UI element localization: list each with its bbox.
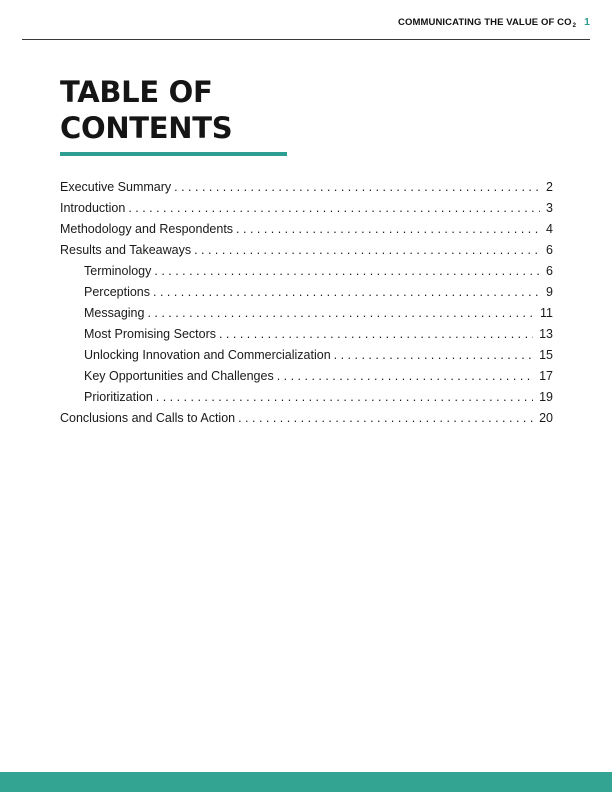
toc-dot-leader: [174, 180, 540, 194]
toc-entry-page: 11: [540, 306, 553, 320]
toc-entry-page: 19: [539, 390, 553, 404]
toc-entry-messaging[interactable]: [60, 306, 553, 327]
toc-entry-page: 15: [539, 348, 553, 362]
toc-entry-unlocking-innovation[interactable]: [60, 348, 553, 369]
toc-dot-leader: [236, 222, 540, 236]
toc-entry-page: 3: [546, 201, 553, 215]
toc-entry-label: Executive Summary: [60, 180, 172, 194]
running-header-title-main: COMMUNICATING THE VALUE OF CO: [398, 17, 572, 28]
toc-entry-page: 9: [546, 285, 553, 299]
toc-entry-executive-summary[interactable]: [60, 180, 553, 201]
toc-entry-page: 20: [539, 411, 553, 425]
toc-entry-label: Messaging: [84, 306, 145, 320]
footer-bar: [0, 772, 612, 792]
toc-entry-label: Methodology and Respondents: [60, 222, 234, 236]
page-title: [60, 74, 232, 146]
page-title-line-2: CONTENTS: [60, 111, 233, 145]
toc-entry-label: Terminology: [84, 264, 152, 278]
toc-dot-leader: [154, 264, 540, 278]
toc-entry-label: Introduction: [60, 201, 126, 215]
page-number: 1: [584, 16, 590, 28]
toc-dot-leader: [156, 390, 533, 404]
toc-entry-perceptions[interactable]: [60, 285, 553, 306]
toc-entry-page: 6: [546, 264, 553, 278]
running-header-title: [398, 17, 576, 28]
running-header: [22, 0, 590, 40]
toc-entry-prioritization[interactable]: [60, 390, 553, 411]
toc-dot-leader: [238, 411, 533, 425]
toc-dot-leader: [277, 369, 533, 383]
toc-entry-page: 2: [546, 180, 553, 194]
toc-entry-page: 4: [546, 222, 553, 236]
toc-entry-introduction[interactable]: [60, 201, 553, 222]
toc-entry-results[interactable]: [60, 243, 553, 264]
toc-dot-leader: [153, 285, 540, 299]
toc-entry-label: Conclusions and Calls to Action: [60, 411, 236, 425]
title-underline: [60, 152, 287, 156]
toc-dot-leader: [147, 306, 534, 320]
toc-entry-page: 6: [546, 243, 553, 257]
toc-dot-leader: [128, 201, 540, 215]
toc-entry-terminology[interactable]: [60, 264, 553, 285]
table-of-contents: [60, 180, 553, 432]
toc-dot-leader: [334, 348, 533, 362]
toc-entry-label: Most Promising Sectors: [84, 327, 216, 341]
toc-entry-page: 13: [539, 327, 553, 341]
toc-entry-label: Unlocking Innovation and Commercialization: [84, 348, 331, 362]
toc-entry-methodology[interactable]: [60, 222, 553, 243]
toc-entry-label: Prioritization: [84, 390, 153, 404]
toc-entry-label: Key Opportunities and Challenges: [84, 369, 274, 383]
toc-entry-label: Results and Takeaways: [60, 243, 192, 257]
page-title-line-1: TABLE OF: [60, 75, 213, 109]
toc-entry-label: Perceptions: [84, 285, 151, 299]
toc-entry-conclusions[interactable]: [60, 411, 553, 432]
toc-entry-page: 17: [539, 369, 553, 383]
toc-dot-leader: [194, 243, 540, 257]
toc-dot-leader: [219, 327, 533, 341]
toc-entry-opportunities-challenges[interactable]: [60, 369, 553, 390]
toc-entry-promising-sectors[interactable]: [60, 327, 553, 348]
running-header-title-subscript: 2: [572, 23, 576, 29]
